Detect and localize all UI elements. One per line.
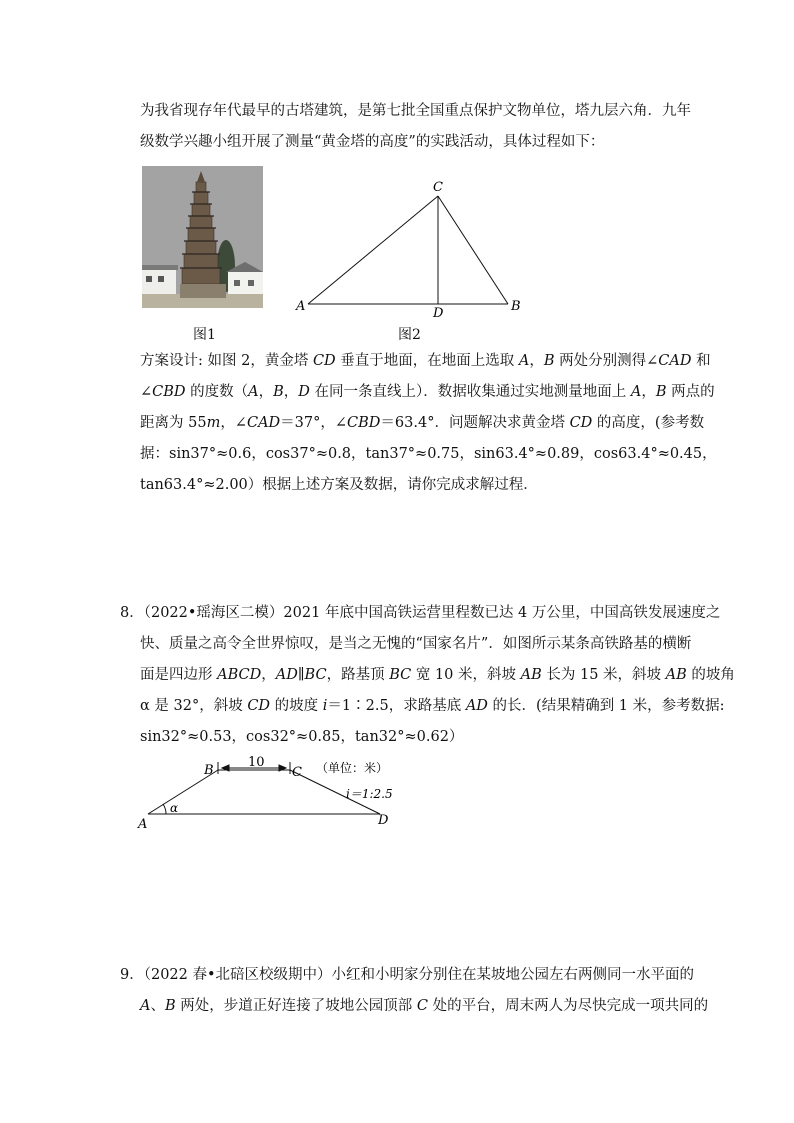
q8-line-1: 8．（2022•瑶海区二模）2021 年底中国高铁运营里程数已达 4 万公里，中国高铁发展速度之 bbox=[120, 605, 721, 621]
q9-line-1: 9．（2022 春•北碚区校级期中）小红和小明家分别住在某坡地公园左右两侧同一水平面的 bbox=[120, 967, 695, 983]
segment-CB bbox=[438, 196, 508, 304]
label-C: C bbox=[433, 180, 443, 195]
intro-paragraph bbox=[140, 96, 691, 158]
q8-trapezoid-figure bbox=[134, 752, 424, 834]
q8-line-5: sin32°≈0.53，cos32°≈0.85，tan32°≈0.62） bbox=[140, 729, 464, 745]
intro-line-1: 为我省现存年代最早的古塔建筑，是第七批全国重点保护文物单位，塔九层六角．九年 bbox=[140, 103, 691, 119]
label-C: C bbox=[292, 765, 302, 780]
segment-AC bbox=[308, 196, 438, 304]
q8-line-2: 快、质量之高令全世界惊叹，是当之无愧的“国家名片”．如图所示某条高铁路基的横断 bbox=[140, 636, 692, 652]
figure-1-caption: 图1 bbox=[193, 327, 216, 343]
q7-line-4: 据：sin37°≈0.6，cos37°≈0.8，tan37°≈0.75，sin63.4°≈0.89，cos63.4°≈0.45， bbox=[140, 446, 717, 462]
q8-line-4: α 是 32°，斜坡 CD 的坡度 i＝1∶2.5，求路基底 AD 的长．(结果精确到 1 米，参考数据: bbox=[140, 698, 725, 714]
q7-paragraph bbox=[140, 346, 717, 501]
label-A: A bbox=[296, 299, 306, 314]
unit-label: （单位：米） bbox=[316, 761, 389, 775]
label-D: D bbox=[433, 306, 444, 321]
label-D: D bbox=[378, 813, 389, 828]
q9-paragraph bbox=[120, 960, 709, 1022]
q8-line-3: 面是四边形 ABCD，AD∥BC，路基顶 BC 宽 10 米，斜坡 AB 长为 15 米，斜坡 AB 的坡角 bbox=[140, 667, 735, 683]
slope-ratio-label: i＝1:2.5 bbox=[346, 787, 393, 801]
q7-line-3: 距离为 55m，∠CAD＝37°，∠CBD＝63.4°．问题解决求黄金塔 CD 的高度，(参考数 bbox=[140, 415, 705, 431]
figure-2-triangle bbox=[290, 176, 530, 321]
q7-line-5: tan63.4°≈2.00）根据上述方案及数据，请你完成求解过程． bbox=[140, 477, 538, 493]
pagoda-photo bbox=[142, 166, 263, 308]
label-A: A bbox=[138, 817, 148, 832]
q9-line-2: A、B 两处，步道正好连接了坡地公园顶部 C 处的平台，周末两人为尽快完成一项共同的 bbox=[140, 998, 709, 1014]
pagoda-photo-drawing bbox=[142, 166, 263, 308]
q8-paragraph bbox=[120, 598, 735, 753]
q7-line-1: 方案设计: 如图 2，黄金塔 CD 垂直于地面，在地面上选取 A，B 两处分别测得∠CAD 和 bbox=[140, 353, 711, 369]
intro-line-2: 级数学兴趣小组开展了测量“黄金塔的高度”的实践活动，具体过程如下： bbox=[140, 134, 605, 150]
top-width-label: 10 bbox=[248, 755, 265, 770]
figure-2-caption: 图2 bbox=[398, 327, 421, 343]
label-B: B bbox=[204, 763, 214, 778]
q7-line-2: ∠CBD 的度数（A，B，D 在同一条直线上）．数据收集通过实地测量地面上 A，B 两点的 bbox=[140, 384, 715, 400]
alpha-label: α bbox=[170, 801, 179, 815]
label-B: B bbox=[511, 299, 521, 314]
